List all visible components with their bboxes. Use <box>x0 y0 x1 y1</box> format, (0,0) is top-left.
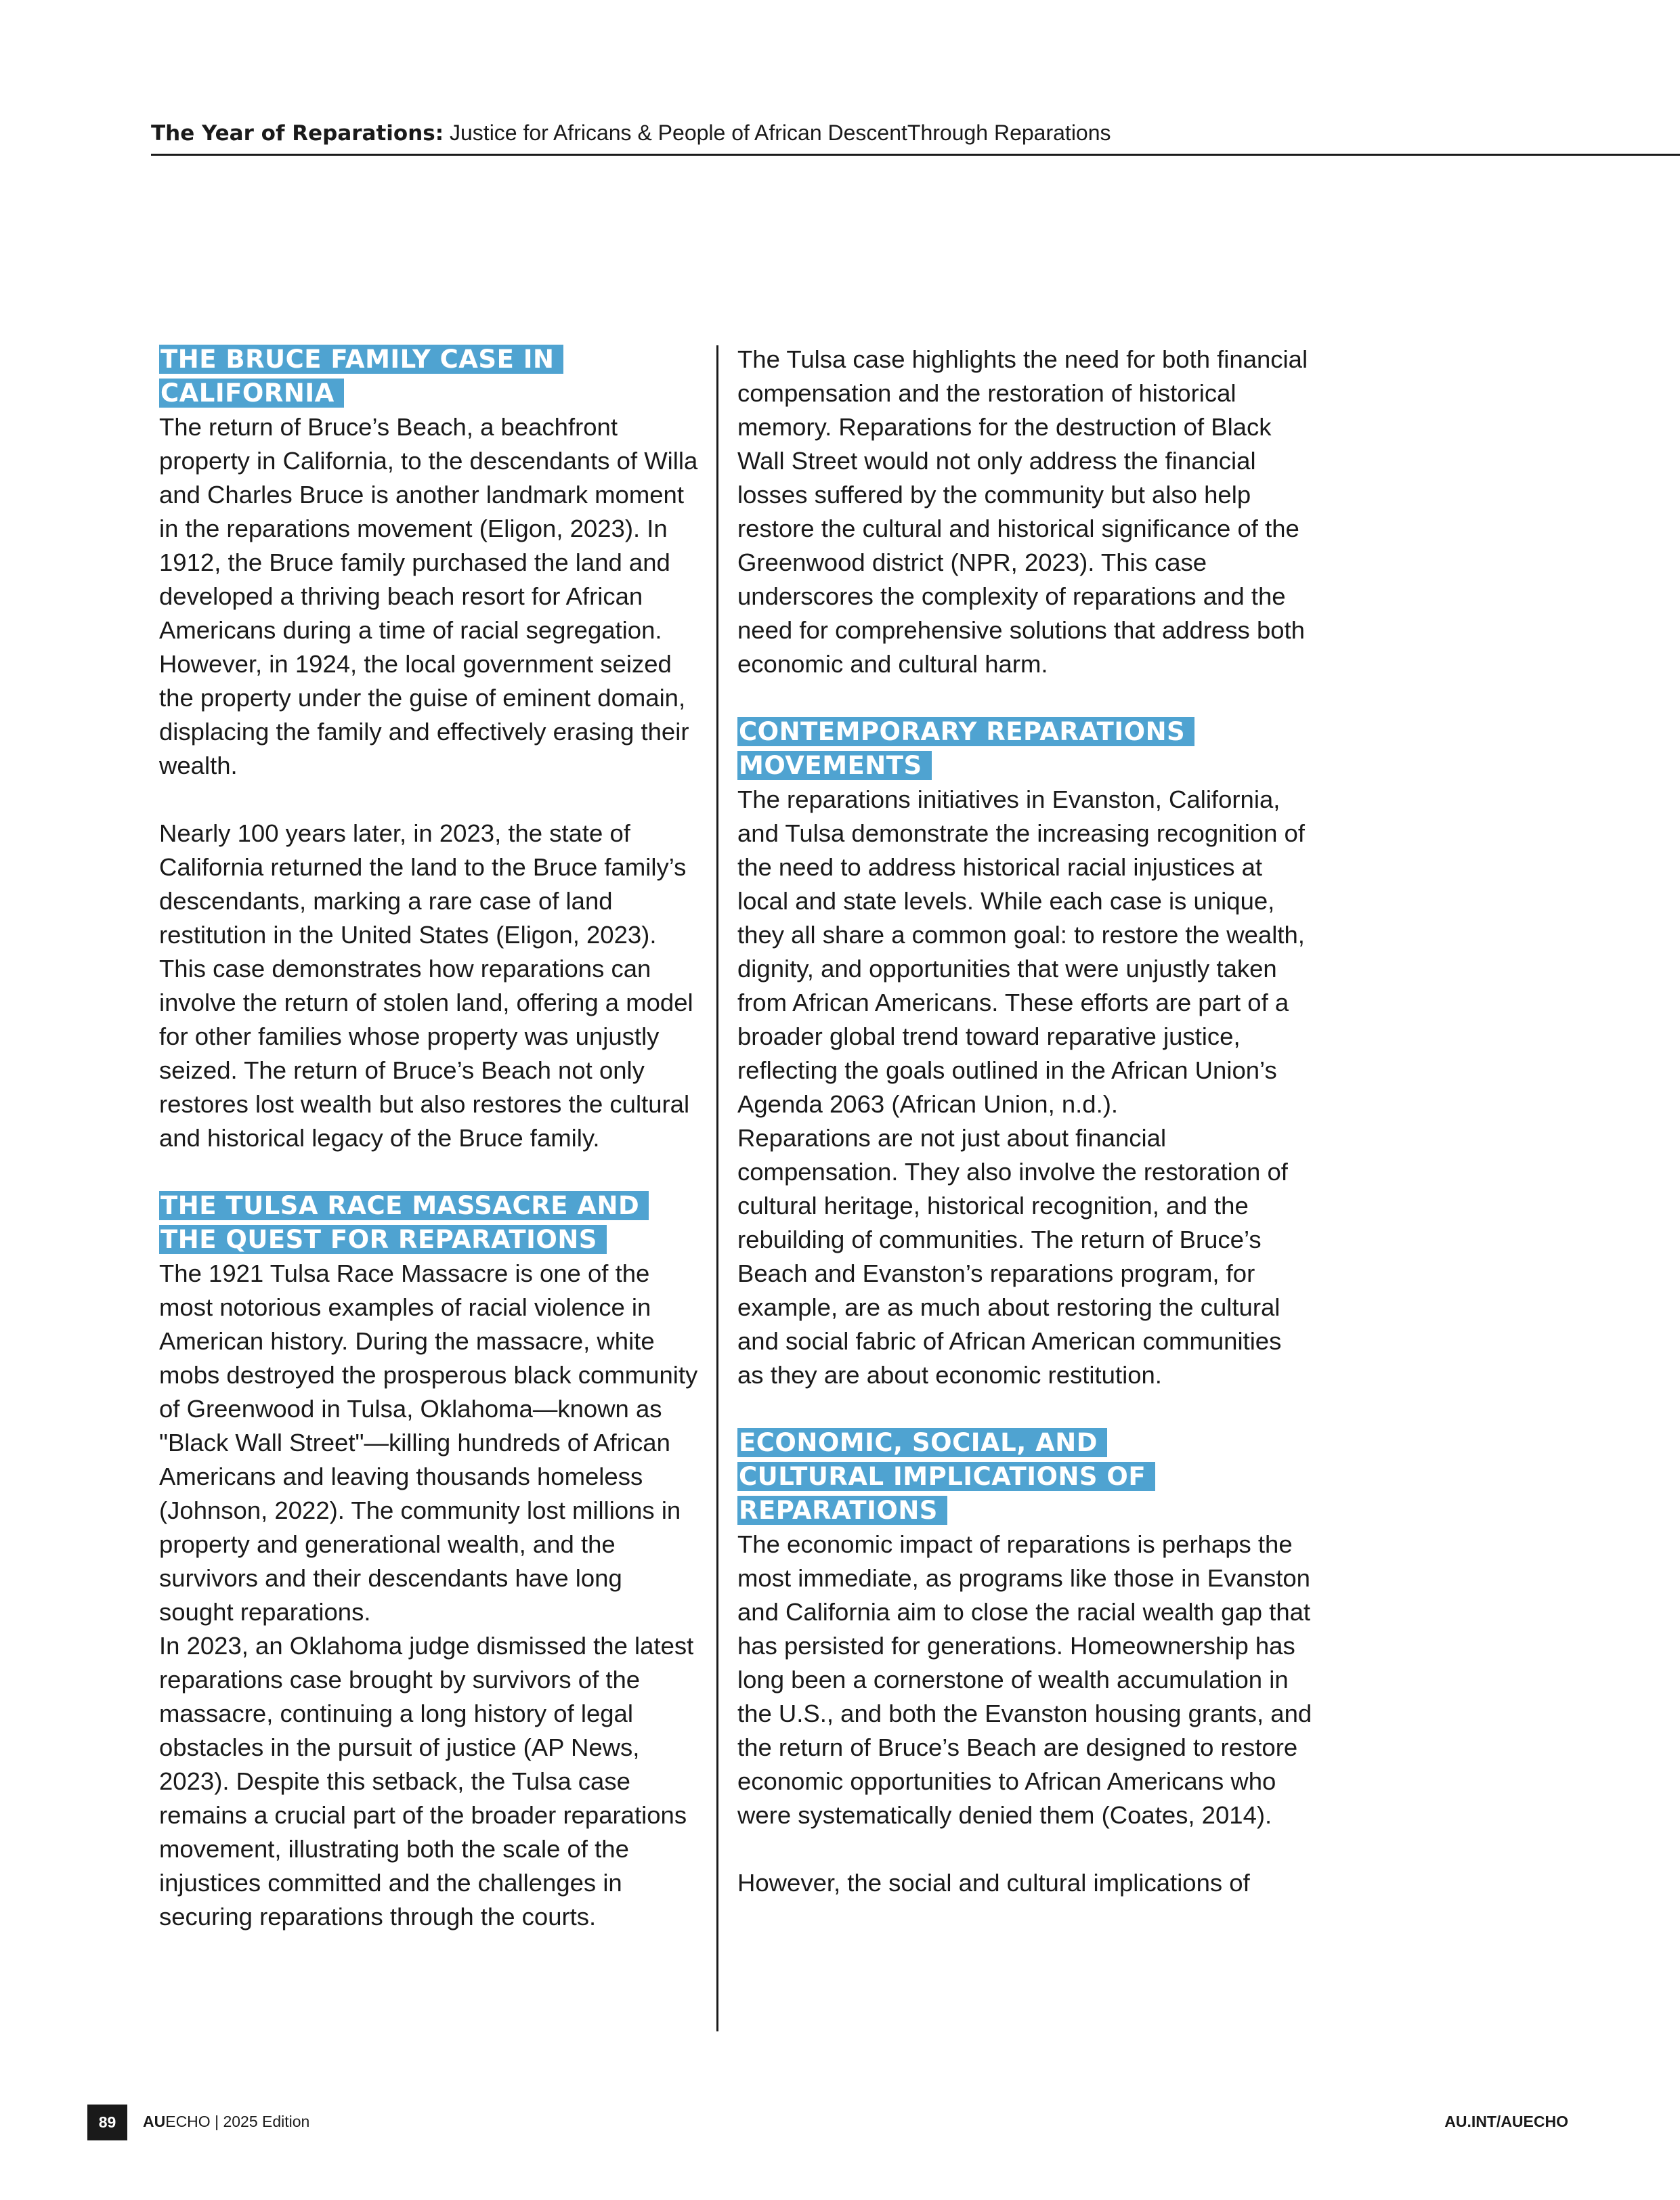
paragraph: However, the social and cultural implications of <box>737 1869 1250 1897</box>
footer-brand-bold: AU <box>143 2113 166 2130</box>
heading-line: MOVEMENTS <box>737 751 932 780</box>
paragraph: The Tulsa case highlights the need for both financial compensation and the restoration of historical memory. Reparations for the destruction of Black Wall Street would not only address the financial losses suffered by the community but also help restore the cultural and historical significance of the Greenwood district (NPR, 2023). This case underscores the complexity of reparations and the need for comprehensive solutions that address both economic and cultural harm. <box>737 345 1308 678</box>
heading-line: REPARATIONS <box>737 1496 947 1525</box>
footer-brand <box>143 2111 309 2132</box>
heading-line: THE QUEST FOR REPARATIONS <box>159 1225 607 1254</box>
paragraph: Reparations are not just about financial compensation. They also involve the restoration of cultural heritage, historical recognition, and the rebuilding of communities. The return of Bruce’s Beach and Evanston’s reparations program, for example, are as much about restoring the cultural and social fabric of African American communities as they are about economic restitution. <box>737 1124 1288 1389</box>
heading-line: THE BRUCE FAMILY CASE IN <box>159 345 563 374</box>
header-title-lead: The Year of Reparations: <box>151 121 444 146</box>
footer-brand-rest: ECHO | 2025 Edition <box>165 2113 310 2130</box>
paragraph: Nearly 100 years later, in 2023, the state of California returned the land to the Bruce family’s descendants, marking a rare case of land restitution in the United States (Eligon, 2023). This case demonstrates how reparations can involve the return of stolen land, offering a model for other families whose property was unjustly seized. The return of Bruce’s Beach not only restores lost wealth but also restores the cultural and historical legacy of the Bruce family. <box>159 819 693 1152</box>
page-header <box>151 119 1680 156</box>
heading-line: ECONOMIC, SOCIAL, AND <box>737 1428 1107 1457</box>
section-heading-contemporary <box>737 715 1313 783</box>
paragraph: In 2023, an Oklahoma judge dismissed the latest reparations case brought by survivors of the massacre, continuing a long history of legal obstacles in the pursuit of justice (AP News, 2023). Despite this setback, the Tulsa case remains a crucial part of the broader reparations movement, illustrating both the scale of the injustices committed and the challenges in securing reparations through the courts. <box>159 1632 694 1931</box>
paragraph: The economic impact of reparations is perhaps the most immediate, as programs like those in Evanston and California aim to close the racial wealth gap that has persisted for generations. Homeownership has long been a cornerstone of wealth accumulation in the U.S., and both the Evanston housing grants, and the return of Bruce’s Beach are designed to restore economic opportunities to African Americans who were systematically denied them (Coates, 2014). <box>737 1530 1312 1829</box>
section-heading-tulsa <box>159 1189 701 1257</box>
heading-line: CONTEMPORARY REPARATIONS <box>737 717 1194 746</box>
paragraph: The reparations initiatives in Evanston, California, and Tulsa demonstrate the increasing recognition of the need to address historical racial injustices at local and state levels. While each case is unique, they all share a common goal: to restore the wealth, dignity, and opportunities that were unjustly taken from African Americans. These efforts are part of a broader global trend toward reparative justice, reflecting the goals outlined in the African Union’s Agenda 2063 (African Union, n.d.). <box>737 785 1305 1118</box>
heading-line: THE TULSA RACE MASSACRE AND <box>159 1191 649 1220</box>
right-column <box>737 343 1313 1900</box>
left-column <box>159 343 701 1934</box>
paragraph: The return of Bruce’s Beach, a beachfront property in California, to the descendants of Willa and Charles Bruce is another landmark moment in the reparations movement (Eligon, 2023). In 1912, the Bruce family purchased the land and developed a thriving beach resort for African Americans during a time of racial segregation. However, in 1924, the local government seized the property under the guise of eminent domain, displacing the family and effectively erasing their wealth. <box>159 413 698 779</box>
section-heading-implications <box>737 1426 1313 1528</box>
column-divider <box>716 345 718 2031</box>
footer-url[interactable]: AU.INT/AUECHO <box>1444 2113 1568 2130</box>
paragraph: The 1921 Tulsa Race Massacre is one of the most notorious examples of racial violence in American history. During the massacre, white mobs destroyed the prosperous black community of Greenwood in Tulsa, Oklahoma—known as "Black Wall Street"—killing hundreds of African Americans and leaving thousands homeless (Johnson, 2022). The community lost millions in property and generational wealth, and the survivors and their descendants have long sought reparations. <box>159 1259 698 1626</box>
heading-line: CULTURAL IMPLICATIONS OF <box>737 1462 1155 1491</box>
header-title-rest: Justice for Africans & People of African DescentThrough Reparations <box>450 121 1111 145</box>
page-number: 89 <box>87 2105 127 2140</box>
section-heading-bruce-family <box>159 343 701 410</box>
heading-line: CALIFORNIA <box>159 379 344 408</box>
